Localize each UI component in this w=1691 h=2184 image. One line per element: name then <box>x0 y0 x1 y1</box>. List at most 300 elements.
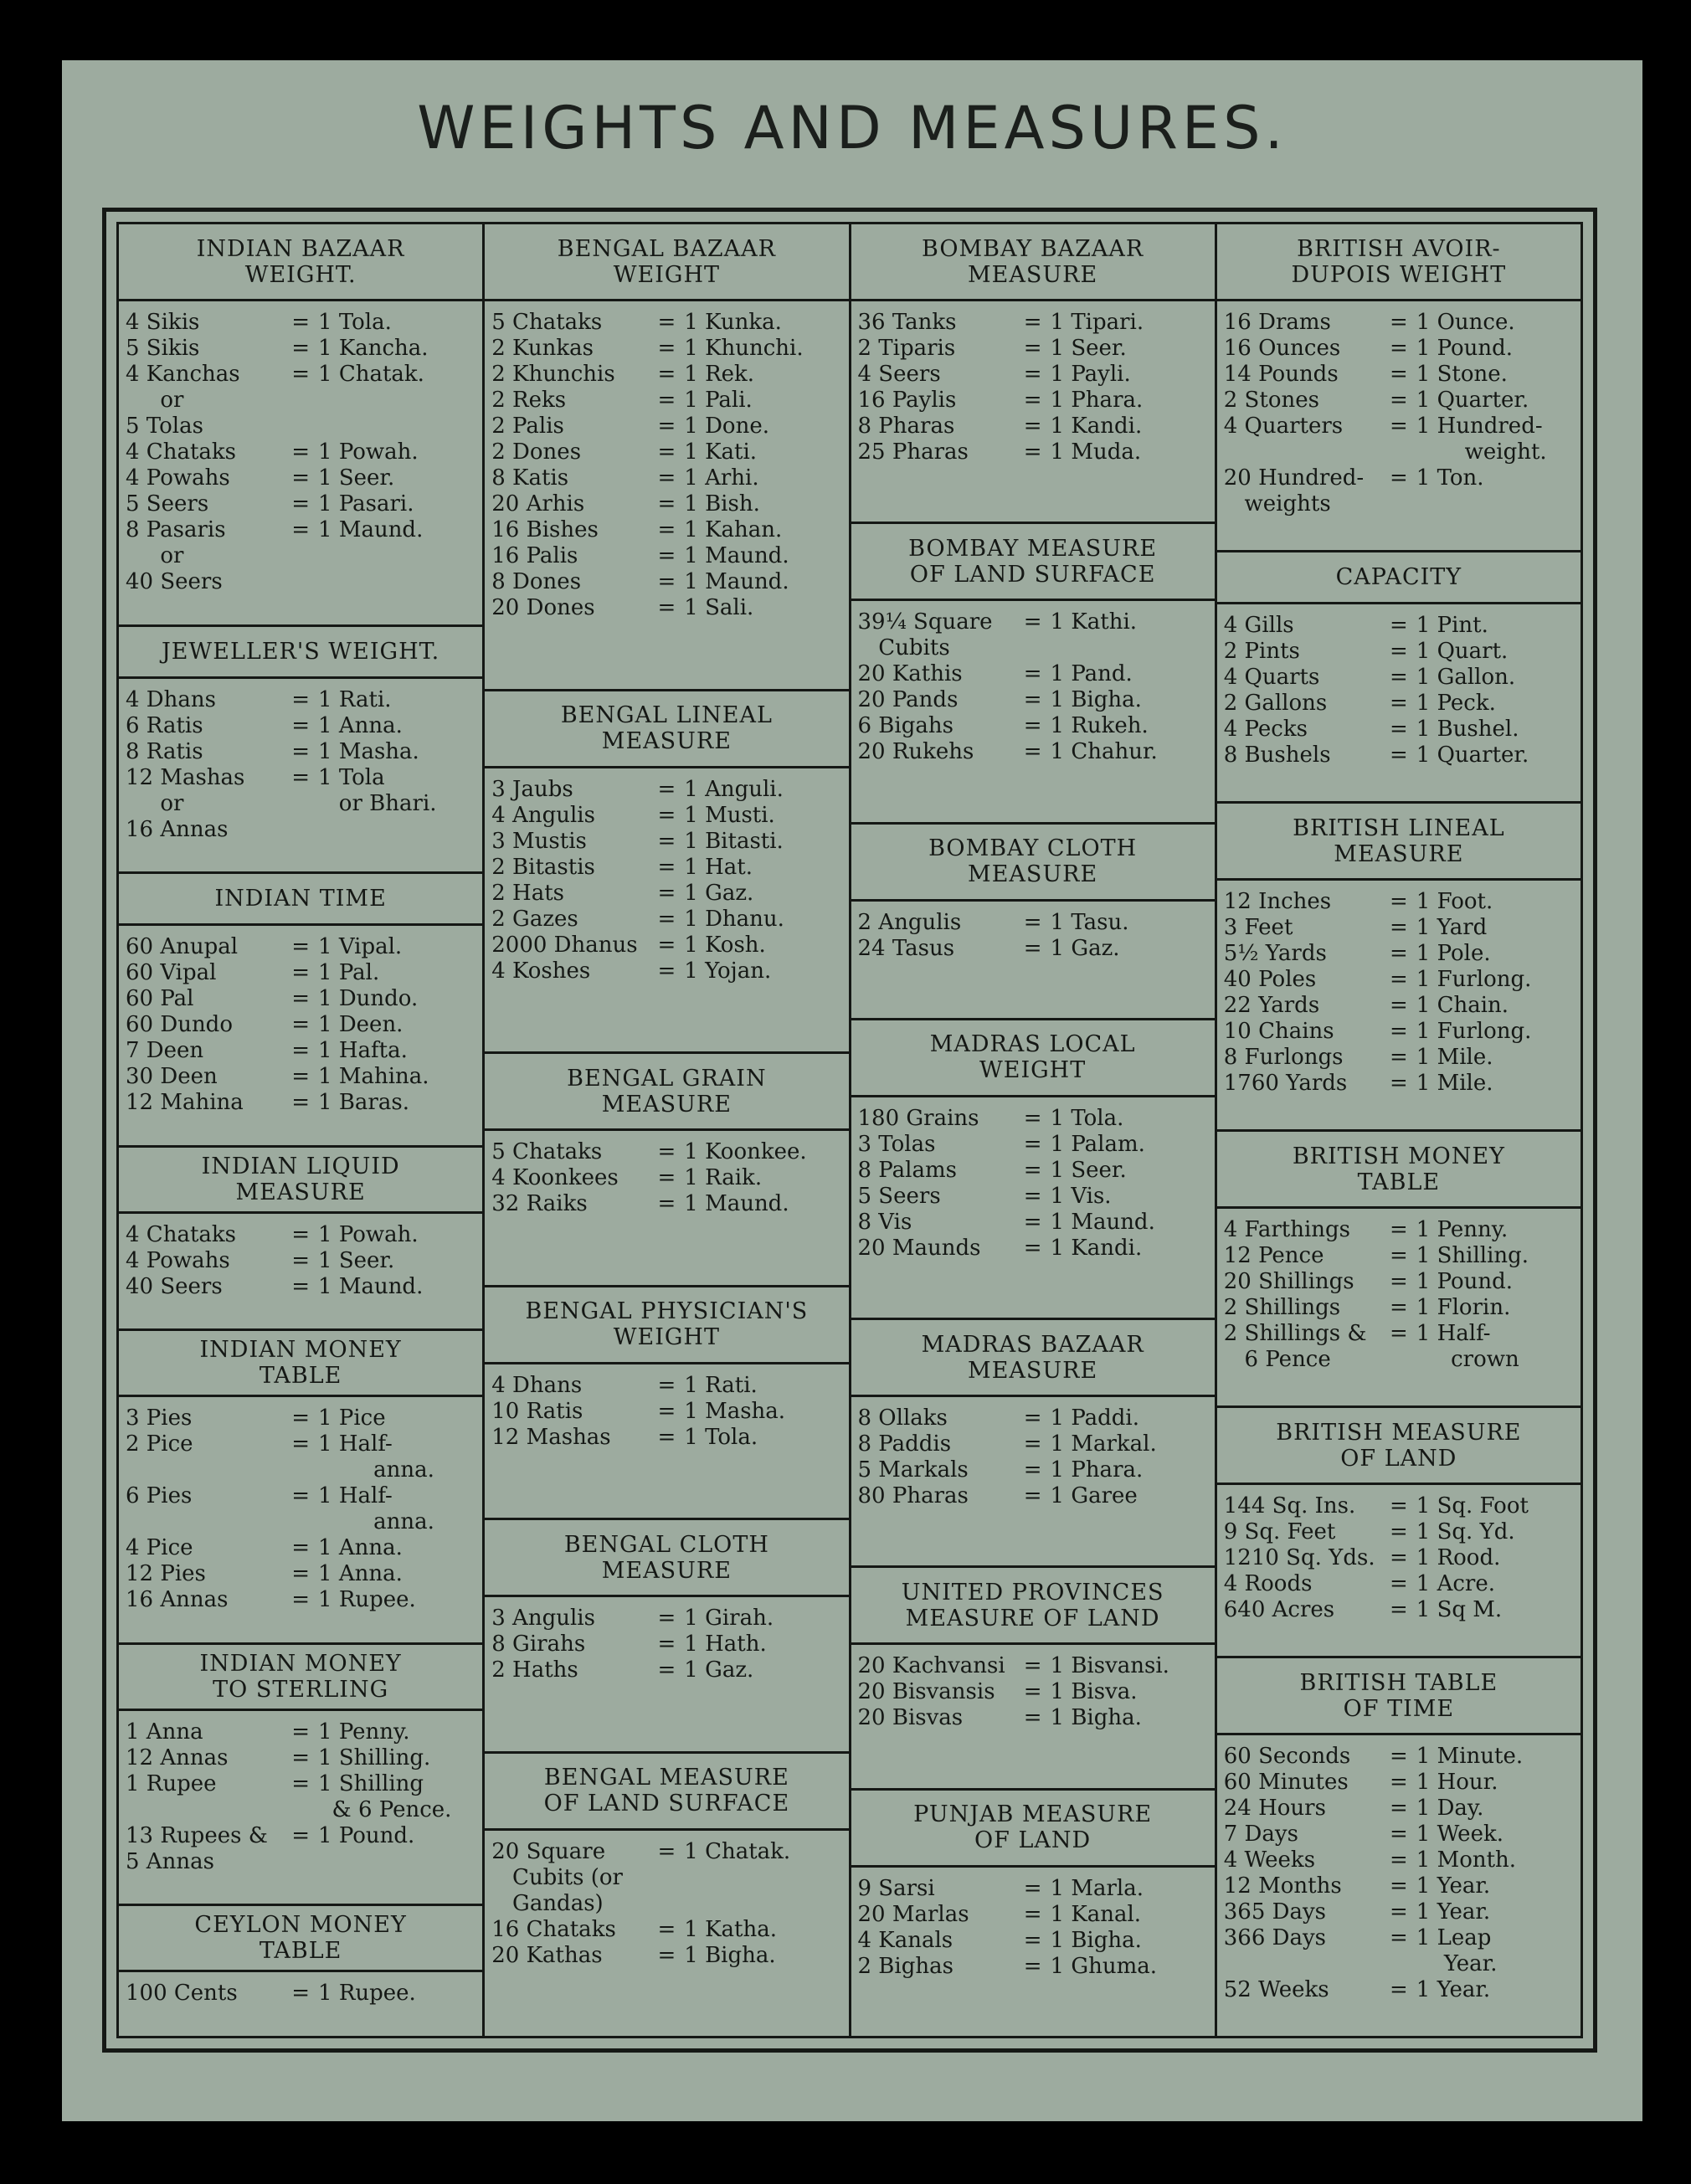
unit-equivalent: 1 Bigha. <box>1050 687 1142 713</box>
unit-quantity: 12 Mashas or 16 Annas <box>126 764 245 842</box>
measure-table <box>119 1145 482 1329</box>
unit-equivalent: 1 Ounce. <box>1416 310 1515 335</box>
equals-sign: = <box>1389 915 1408 940</box>
unit-quantity: 60 Anupal <box>126 934 239 960</box>
measure-table <box>485 1285 848 1519</box>
conversion-row <box>858 936 1208 962</box>
equals-sign: = <box>1023 1457 1042 1483</box>
equals-sign: = <box>1389 1977 1408 2002</box>
conversion-row <box>491 414 841 439</box>
unit-equivalent: 1 Month. <box>1416 1847 1517 1873</box>
unit-equivalent: 1 Hundred- weight. <box>1416 414 1547 465</box>
unit-equivalent: 1 Maund. <box>684 1191 789 1216</box>
equals-sign: = <box>1389 1796 1408 1821</box>
unit-quantity: 365 Days <box>1223 1899 1327 1924</box>
measure-table <box>485 224 848 689</box>
equals-sign: = <box>657 1606 676 1631</box>
unit-quantity: 20 Maunds <box>857 1235 981 1261</box>
equals-sign: = <box>657 854 676 880</box>
unit-equivalent: 1 Palam. <box>1050 1131 1145 1157</box>
conversion-row <box>491 439 841 465</box>
unit-equivalent: 1 Bisvansi. <box>1050 1653 1169 1679</box>
unit-quantity: 20 Square Cubits (or Gandas) <box>491 1838 623 1916</box>
unit-equivalent: 1 Pound. <box>1416 336 1514 361</box>
unit-quantity: 5 Markals <box>857 1457 969 1483</box>
unit-equivalent: 1 Tola. <box>684 1424 758 1450</box>
unit-quantity: 5½ Yards <box>1223 941 1327 966</box>
equals-sign: = <box>1023 1131 1042 1157</box>
unit-quantity: 1 Anna <box>126 1719 203 1745</box>
equals-sign: = <box>657 414 676 439</box>
equals-sign: = <box>291 1273 310 1299</box>
unit-equivalent: 1 Sq. Yd. <box>1416 1519 1515 1544</box>
unit-quantity: 640 Acres <box>1223 1597 1335 1622</box>
unit-equivalent: 1 Hat. <box>684 854 753 880</box>
conversion-row <box>491 569 841 595</box>
unit-quantity: 8 Palams <box>857 1157 957 1183</box>
unit-equivalent: 1 Pint. <box>1416 613 1488 638</box>
table-body <box>851 1097 1215 1268</box>
unit-equivalent: 1 Done. <box>684 414 769 439</box>
unit-quantity: 5 Seers <box>126 491 209 516</box>
conversion-row <box>126 765 475 843</box>
table-body <box>851 301 1215 472</box>
conversion-row <box>858 1158 1208 1184</box>
conversion-row <box>858 1954 1208 1980</box>
unit-equivalent: 1 Week. <box>1416 1822 1503 1847</box>
conversion-row <box>1224 639 1574 665</box>
conversion-row <box>858 1928 1208 1954</box>
unit-equivalent: 1 Kancha. <box>318 336 429 361</box>
equals-sign: = <box>291 960 310 986</box>
conversion-row <box>858 362 1208 388</box>
unit-quantity: 8 Vis <box>857 1209 912 1235</box>
unit-quantity: 8 Furlongs <box>1223 1045 1344 1070</box>
unit-equivalent: 1 Maund. <box>684 543 789 568</box>
unit-equivalent: 1 Furlong. <box>1416 967 1532 992</box>
equals-sign: = <box>291 1535 310 1561</box>
unit-equivalent: 1 Vipal. <box>318 934 403 960</box>
equals-sign: = <box>1389 1744 1408 1769</box>
tables-grid <box>116 222 1583 2038</box>
measure-table <box>119 1328 482 1642</box>
equals-sign: = <box>291 1981 310 2007</box>
unit-quantity: 4 Kanals <box>857 1927 953 1953</box>
unit-quantity: 8 Ratis <box>126 738 203 764</box>
unit-quantity: 2 Tiparis <box>857 336 956 361</box>
conversion-row <box>491 517 841 543</box>
unit-equivalent: 1 Pice <box>318 1405 386 1431</box>
unit-equivalent: 1 Peck. <box>1416 691 1496 716</box>
unit-quantity: 8 Katis <box>491 465 569 491</box>
conversion-row <box>1224 1243 1574 1269</box>
conversion-row <box>491 1373 841 1399</box>
unit-quantity: 2 Shillings & 6 Pence <box>1223 1321 1367 1372</box>
equals-sign: = <box>291 336 310 361</box>
equals-sign: = <box>1389 1597 1408 1622</box>
unit-equivalent: 1 Day. <box>1416 1796 1484 1821</box>
unit-quantity: 3 Mustis <box>491 828 587 854</box>
equals-sign: = <box>1023 935 1042 961</box>
conversion-row <box>126 310 475 336</box>
equals-sign: = <box>1023 1183 1042 1209</box>
table-body <box>119 926 482 1123</box>
unit-quantity: 1760 Yards <box>1223 1071 1348 1096</box>
conversion-row <box>858 1106 1208 1132</box>
conversion-row <box>126 1719 475 1745</box>
table-heading: BENGAL PHYSICIAN'S WEIGHT <box>485 1287 848 1364</box>
measure-table <box>1217 801 1580 1129</box>
unit-quantity: 12 Mahina <box>126 1090 244 1116</box>
conversion-row <box>126 1248 475 1274</box>
unit-equivalent: 1 Payli. <box>1050 362 1131 387</box>
conversion-row <box>1224 1597 1574 1623</box>
unit-equivalent: 1 Mahina. <box>318 1064 429 1090</box>
measure-table <box>119 224 482 624</box>
equals-sign: = <box>1389 1571 1408 1596</box>
equals-sign: = <box>657 1916 676 1942</box>
unit-equivalent: 1 Girah. <box>684 1606 774 1631</box>
unit-equivalent: 1 Seer. <box>1050 336 1127 361</box>
unit-quantity: 20 Arhis <box>491 491 585 516</box>
conversion-row <box>491 777 841 803</box>
equals-sign: = <box>1389 1493 1408 1519</box>
conversion-row <box>1224 1899 1574 1925</box>
measure-table <box>851 1018 1215 1318</box>
equals-sign: = <box>291 1431 310 1457</box>
unit-equivalent: 1 Half- anna. <box>318 1431 434 1483</box>
unit-equivalent: 1 Maund. <box>684 569 789 594</box>
conversion-row <box>1224 1847 1574 1873</box>
equals-sign: = <box>1389 1071 1408 1096</box>
table-heading: BOMBAY CLOTH MEASURE <box>851 825 1215 902</box>
equals-sign: = <box>1023 362 1042 387</box>
table-heading: JEWELLER'S WEIGHT. <box>119 627 482 679</box>
measure-table <box>1217 224 1580 550</box>
unit-equivalent: 1 Garee <box>1050 1483 1138 1509</box>
unit-equivalent: 1 Gaz. <box>684 1657 754 1683</box>
unit-equivalent: 1 Muda. <box>1050 439 1142 465</box>
unit-quantity: 3 Feet <box>1223 915 1293 940</box>
conversion-row <box>1224 1770 1574 1796</box>
unit-equivalent: 1 Rati. <box>684 1372 758 1398</box>
measure-table <box>1217 1129 1580 1405</box>
equals-sign: = <box>657 880 676 906</box>
conversion-row <box>1224 336 1574 362</box>
conversion-row <box>126 1823 475 1875</box>
unit-quantity: 20 Bisvas <box>857 1705 964 1731</box>
equals-sign: = <box>1389 1770 1408 1795</box>
unit-quantity: 2 Bighas <box>857 1953 953 1979</box>
equals-sign: = <box>291 517 310 542</box>
equals-sign: = <box>1023 336 1042 361</box>
conversion-row <box>491 958 841 984</box>
equals-sign: = <box>1023 713 1042 739</box>
equals-sign: = <box>1389 362 1408 387</box>
table-heading: MADRAS BAZAAR MEASURE <box>851 1320 1215 1397</box>
unit-equivalent: 1 Seer. <box>318 1247 395 1273</box>
equals-sign: = <box>1023 414 1042 439</box>
equals-sign: = <box>657 362 676 387</box>
unit-equivalent: 1 Paddi. <box>1050 1405 1140 1431</box>
conversion-row <box>1224 1925 1574 1977</box>
conversion-row <box>858 739 1208 765</box>
conversion-row <box>126 934 475 960</box>
conversion-row <box>1224 993 1574 1019</box>
unit-quantity: 5 Seers <box>857 1183 941 1209</box>
measure-table <box>1217 1656 1580 2036</box>
equals-sign: = <box>291 686 310 712</box>
unit-quantity: 60 Seconds <box>1223 1744 1351 1769</box>
conversion-row <box>1224 691 1574 717</box>
equals-sign: = <box>291 1587 310 1613</box>
equals-sign: = <box>657 1632 676 1657</box>
equals-sign: = <box>1389 1545 1408 1570</box>
measure-table <box>851 1318 1215 1565</box>
unit-quantity: 20 Hundred- weights <box>1223 465 1365 516</box>
table-heading: PUNJAB MEASURE OF LAND <box>851 1791 1215 1868</box>
measure-table <box>119 624 482 872</box>
unit-equivalent: 1 Year. <box>1416 1977 1491 2002</box>
unit-equivalent: 1 Bisva. <box>1050 1679 1138 1705</box>
conversion-row <box>126 739 475 765</box>
unit-quantity: 2 Dones <box>491 439 582 465</box>
table-column <box>849 224 1215 2036</box>
table-body <box>119 1214 482 1307</box>
conversion-row <box>491 362 841 388</box>
conversion-row <box>1224 1045 1574 1071</box>
unit-equivalent: 1 Tola. <box>318 310 392 335</box>
unit-equivalent: 1 Masha. <box>684 1398 786 1424</box>
equals-sign: = <box>657 958 676 984</box>
equals-sign: = <box>1023 1705 1042 1731</box>
unit-equivalent: 1 Tasu. <box>1050 909 1129 935</box>
equals-sign: = <box>1389 639 1408 664</box>
unit-quantity: 60 Minutes <box>1223 1770 1349 1795</box>
conversion-row <box>858 1132 1208 1158</box>
conversion-row <box>1224 1796 1574 1822</box>
unit-equivalent: 1 Florin. <box>1416 1295 1511 1320</box>
equals-sign: = <box>1023 388 1042 413</box>
equals-sign: = <box>1389 336 1408 361</box>
table-heading: INDIAN TIME <box>119 874 482 926</box>
equals-sign: = <box>1023 1431 1042 1457</box>
unit-equivalent: 1 Kandi. <box>1050 1235 1143 1261</box>
conversion-row <box>858 661 1208 687</box>
equals-sign: = <box>657 802 676 828</box>
unit-equivalent: 1 Phara. <box>1050 1457 1144 1483</box>
equals-sign: = <box>291 439 310 465</box>
conversion-row <box>1224 1822 1574 1847</box>
unit-equivalent: 1 Bigha. <box>1050 1705 1142 1731</box>
unit-quantity: 2 Hats <box>491 880 565 906</box>
unit-equivalent: 1 Pal. <box>318 960 380 986</box>
table-heading: BOMBAY BAZAAR MEASURE <box>851 224 1215 301</box>
conversion-row <box>491 595 841 621</box>
measure-table <box>119 871 482 1145</box>
unit-quantity: 2 Khunchis <box>491 362 615 387</box>
measure-table <box>485 1518 848 1751</box>
conversion-row <box>126 336 475 362</box>
unit-quantity: 4 Chataks <box>126 1221 236 1247</box>
unit-equivalent: 1 Arhi. <box>684 465 759 491</box>
unit-quantity: 4 Sikis <box>126 310 200 335</box>
unit-quantity: 4 Dhans <box>491 1372 583 1398</box>
conversion-row <box>1224 1744 1574 1770</box>
conversion-row <box>858 1405 1208 1431</box>
equals-sign: = <box>1389 743 1408 768</box>
conversion-row <box>858 1902 1208 1928</box>
table-heading: INDIAN LIQUID MEASURE <box>119 1148 482 1214</box>
conversion-row <box>491 907 841 933</box>
conversion-row <box>491 310 841 336</box>
equals-sign: = <box>1023 1105 1042 1131</box>
measure-table <box>851 1788 1215 2036</box>
unit-quantity: 8 Paddis <box>857 1431 952 1457</box>
equals-sign: = <box>1389 1295 1408 1320</box>
unit-quantity: 6 Ratis <box>126 712 203 738</box>
conversion-row <box>1224 1545 1574 1571</box>
conversion-row <box>858 687 1208 713</box>
unit-quantity: 2 Gallons <box>1223 691 1328 716</box>
unit-equivalent: 1 Half- anna. <box>318 1483 434 1535</box>
unit-equivalent: 1 Quarter. <box>1416 388 1529 413</box>
table-body <box>485 1364 848 1457</box>
conversion-row <box>1224 889 1574 915</box>
equals-sign: = <box>291 1561 310 1587</box>
table-heading: UNITED PROVINCES MEASURE OF LAND <box>851 1568 1215 1645</box>
equals-sign: = <box>1023 439 1042 465</box>
unit-quantity: 16 Paylis <box>857 388 957 413</box>
unit-equivalent: 1 Dhanu. <box>684 906 784 932</box>
unit-equivalent: 1 Pound. <box>318 1822 415 1848</box>
unit-equivalent: 1 Deen. <box>318 1012 403 1038</box>
equals-sign: = <box>1023 739 1042 765</box>
conversion-row <box>491 1606 841 1632</box>
unit-equivalent: 1 Gallon. <box>1416 665 1516 690</box>
unit-equivalent: 1 Gaz. <box>1050 935 1120 961</box>
conversion-row <box>126 517 475 595</box>
unit-equivalent: 1 Kathi. <box>1050 609 1138 635</box>
unit-equivalent: 1 Shilling & 6 Pence. <box>318 1770 452 1822</box>
conversion-row <box>1224 465 1574 517</box>
equals-sign: = <box>1389 1217 1408 1242</box>
unit-equivalent: 1 Mile. <box>1416 1071 1493 1096</box>
unit-equivalent: 1 Maund. <box>318 1273 424 1299</box>
table-body <box>1217 881 1580 1103</box>
table-body <box>485 1831 848 1976</box>
conversion-row <box>491 1191 841 1217</box>
unit-quantity: 20 Dones <box>491 595 595 620</box>
unit-quantity: 24 Tasus <box>857 935 955 961</box>
unit-equivalent: 1 Ghuma. <box>1050 1953 1158 1979</box>
equals-sign: = <box>1023 1209 1042 1235</box>
equals-sign: = <box>1389 465 1408 491</box>
unit-quantity: 2 Bitastis <box>491 854 595 880</box>
unit-quantity: 20 Kathis <box>857 661 963 687</box>
table-heading: BENGAL GRAIN MEASURE <box>485 1054 848 1131</box>
unit-equivalent: 1 Raik. <box>684 1165 763 1190</box>
measure-table <box>851 522 1215 821</box>
equals-sign: = <box>657 595 676 620</box>
table-body <box>1217 604 1580 775</box>
unit-equivalent: 1 Tola or Bhari. <box>318 764 437 816</box>
unit-quantity: 2 Angulis <box>857 909 962 935</box>
unit-quantity: 60 Pal <box>126 986 194 1012</box>
equals-sign: = <box>657 1657 676 1683</box>
conversion-row <box>1224 1873 1574 1899</box>
unit-quantity: 2 Gazes <box>491 906 578 932</box>
conversion-row <box>126 1587 475 1613</box>
unit-quantity: 4 Dhans <box>126 686 216 712</box>
conversion-row <box>491 388 841 414</box>
unit-quantity: 20 Kathas <box>491 1942 603 1968</box>
unit-quantity: 16 Ounces <box>1223 336 1341 361</box>
unit-quantity: 7 Deen <box>126 1038 204 1064</box>
unit-quantity: 5 Chataks <box>491 1139 603 1164</box>
unit-quantity: 4 Powahs <box>126 465 230 491</box>
unit-equivalent: 1 Rood. <box>1416 1545 1501 1570</box>
unit-quantity: 25 Pharas <box>857 439 969 465</box>
unit-equivalent: 1 Seer. <box>1050 1157 1127 1183</box>
conversion-row <box>126 1771 475 1823</box>
unit-quantity: 180 Grains <box>857 1105 979 1131</box>
equals-sign: = <box>657 465 676 491</box>
conversion-row <box>858 1184 1208 1210</box>
conversion-row <box>126 1222 475 1248</box>
unit-quantity: 2 Shillings <box>1223 1295 1341 1320</box>
unit-quantity: 16 Drams <box>1223 310 1331 335</box>
equals-sign: = <box>291 1745 310 1770</box>
unit-quantity: 20 Marlas <box>857 1901 969 1927</box>
unit-quantity: 8 Pasaris or 40 Seers <box>126 517 226 594</box>
unit-quantity: 2 Stones <box>1223 388 1319 413</box>
unit-quantity: 100 Cents <box>126 1981 238 2007</box>
equals-sign: = <box>1389 665 1408 690</box>
equals-sign: = <box>1023 1875 1042 1901</box>
equals-sign: = <box>1389 941 1408 966</box>
conversion-row <box>1224 1977 1574 2003</box>
page-title: WEIGHTS AND MEASURES. <box>417 94 1288 162</box>
unit-quantity: 6 Pies <box>126 1483 193 1509</box>
unit-equivalent: 1 Koonkee. <box>684 1139 807 1164</box>
conversion-row <box>1224 915 1574 941</box>
equals-sign: = <box>1389 310 1408 335</box>
unit-quantity: 16 Annas <box>126 1587 229 1613</box>
table-body <box>485 768 848 991</box>
conversion-row <box>126 1090 475 1116</box>
unit-equivalent: 1 Sali. <box>684 595 754 620</box>
unit-equivalent: 1 Ton. <box>1416 465 1484 491</box>
measure-table <box>1217 1405 1580 1656</box>
equals-sign: = <box>1389 717 1408 742</box>
unit-equivalent: 1 Mile. <box>1416 1045 1493 1070</box>
unit-equivalent: 1 Shilling. <box>318 1745 431 1770</box>
unit-equivalent: 1 Kanal. <box>1050 1901 1142 1927</box>
unit-quantity: 8 Bushels <box>1223 743 1331 768</box>
unit-quantity: 20 Rukehs <box>857 739 974 765</box>
unit-equivalent: 1 Leap Year. <box>1416 1925 1498 1976</box>
unit-quantity: 4 Pice <box>126 1535 193 1561</box>
conversion-row <box>491 1632 841 1657</box>
unit-equivalent: 1 Yojan. <box>684 958 772 984</box>
unit-equivalent: 1 Pasari. <box>318 491 414 516</box>
equals-sign: = <box>657 828 676 854</box>
unit-quantity: 2 Reks <box>491 388 567 413</box>
conversion-row <box>491 1839 841 1917</box>
unit-equivalent: 1 Powah. <box>318 439 419 465</box>
unit-quantity: 2 Palis <box>491 414 564 439</box>
